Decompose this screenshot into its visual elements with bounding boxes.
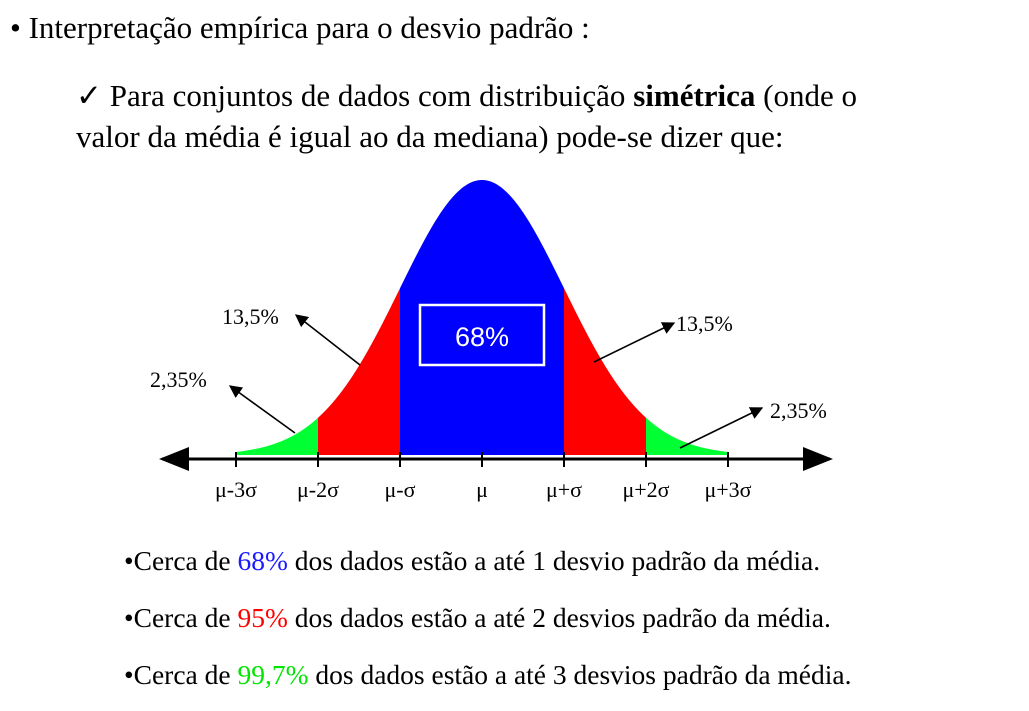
axis-tick-label: μ-3σ bbox=[215, 477, 257, 502]
bullet-suffix: dos dados estão a até 2 desvios padrão da média. bbox=[294, 602, 831, 633]
percent-68: 68% bbox=[237, 545, 288, 576]
percent-997: 99,7% bbox=[237, 659, 309, 690]
bullet-suffix: dos dados estão a até 3 desvios padrão da média. bbox=[315, 659, 852, 690]
check-text-line2: valor da média é igual ao da mediana) pode-se dizer que: bbox=[76, 119, 784, 154]
bullet-prefix: •Cerca de bbox=[124, 602, 231, 633]
bullet-line-997 bbox=[124, 659, 851, 691]
right-inner-percent-label: 13,5% bbox=[676, 311, 733, 336]
bullet-prefix: •Cerca de bbox=[124, 659, 231, 690]
center-blue bbox=[400, 180, 564, 455]
bullet-suffix: dos dados estão a até 1 desvio padrão da média. bbox=[294, 545, 821, 576]
axis-tick-label: μ+3σ bbox=[704, 477, 752, 502]
left-outer-percent-label: 2,35% bbox=[150, 367, 207, 392]
right-outer-percent-label: 2,35% bbox=[770, 398, 827, 423]
center-percent-label: 68% bbox=[454, 322, 510, 352]
tail-right-green bbox=[646, 418, 728, 455]
check-text-bold: simétrica bbox=[633, 78, 756, 113]
axis-tick-label: μ bbox=[476, 477, 488, 502]
check-text-before: Para conjuntos de dados com distribuição bbox=[109, 78, 626, 113]
axis-tick-label: μ-σ bbox=[384, 477, 416, 502]
bullet-glyph: • bbox=[10, 10, 21, 45]
check-text-after: (onde o bbox=[763, 78, 857, 113]
axis-tick-label: μ+σ bbox=[545, 477, 583, 502]
right-outer-arrow bbox=[680, 408, 762, 448]
right-inner-arrow bbox=[594, 323, 674, 362]
bullet-line-68 bbox=[124, 545, 820, 577]
band-right-red bbox=[564, 288, 646, 455]
bullet-line-95 bbox=[124, 602, 831, 634]
band-left-red bbox=[318, 288, 400, 455]
left-inner-percent-label: 13,5% bbox=[222, 304, 279, 329]
left-outer-arrow bbox=[230, 386, 295, 433]
axis-tick-label: μ-2σ bbox=[297, 477, 339, 502]
percent-95: 95% bbox=[237, 602, 288, 633]
heading-text: Interpretação empírica para o desvio padrão : bbox=[28, 10, 590, 45]
axis-tick-label: μ+2σ bbox=[622, 477, 670, 502]
tail-left-green bbox=[236, 418, 318, 455]
checkmark-icon: ✓ bbox=[76, 78, 102, 113]
bullet-prefix: •Cerca de bbox=[124, 545, 231, 576]
left-inner-arrow bbox=[296, 315, 360, 365]
